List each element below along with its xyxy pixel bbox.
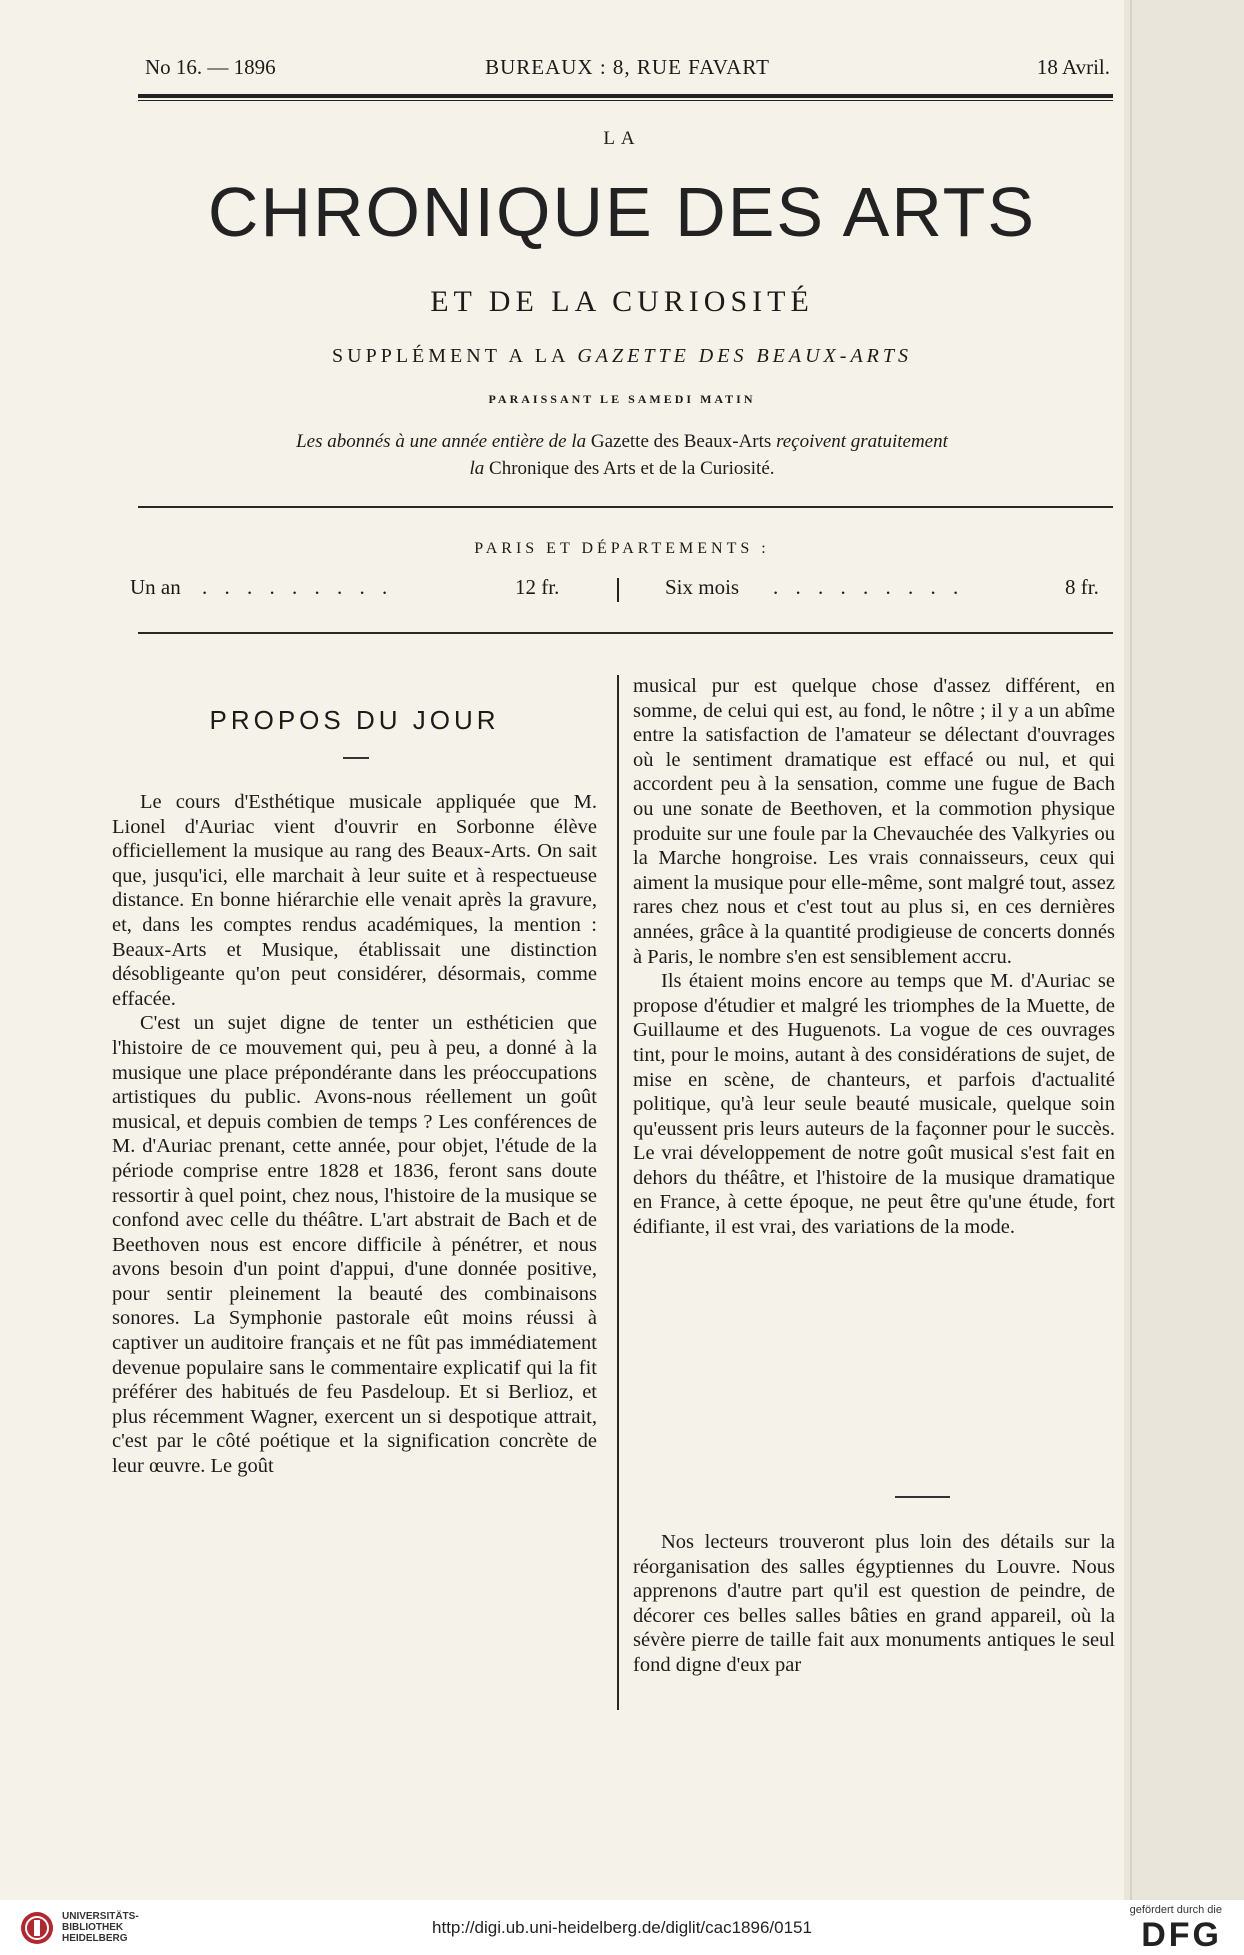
issue-date: 18 Avril. bbox=[1036, 55, 1110, 79]
right-column bbox=[633, 674, 1115, 1240]
masthead-title: CHRONIQUE DES ARTS bbox=[207, 173, 1037, 251]
annual-label: Un an bbox=[130, 575, 181, 599]
paragraph: Le cours d'Esthétique musicale appliquée que M. Lionel d'Auriac vient d'ouvrir en Sorbonne élève officiellement la musique au rang des Beaux-Arts. On sait que, jusqu'ici, elle marchait à leur suite et à respectueuse distance. En bonne hiérarchie elle venait après la gravure, et, dans les comptes rendus académiques, la mention : Beaux-Arts et Musique, établissait une distinction désobligeante qu'on peut considérer, désormais, comme effacée. bbox=[112, 791, 597, 1010]
supplement-line bbox=[0, 345, 1244, 368]
paragraph: C'est un sujet digne de tenter un esthéticien que l'histoire de ce mouvement qui, peu à peu, a donné à la musique une place prépondérante dans les préoccupations artistiques du public. Avons-nous réellement un goût musical, et depuis combien de temps ? Les conférences de M. d'Auriac prenant, cette année, pour objet, l'étude de la période comprise entre 1828 et 1836, feront sans doute ressortir à quel point, chez nous, l'histoire de la musique se confond avec celle du théâtre. L'art abstrait de Bach et de Beethoven nous est encore difficile à pénétrer, et nous avons besoin d'un point d'appui, d'une donnée positive, pour sentir pleinement la beauté des combinaisons sonores. La Symphonie pastorale eût moins réussi à captiver un auditoire français et ne fût pas immédiatement devenue populaire sans le commentaire explicatif qui la fit préférer des habitués de feu Pasdeloup. Et si Berlioz, et plus récemment Wagner, exercent un si despotique attrait, c'est par le côté poétique et la signification concrète de leur œuvre. Le goût bbox=[112, 1012, 597, 1478]
note-column bbox=[633, 1530, 1115, 1678]
six-month-price: 8 fr. bbox=[1065, 575, 1099, 599]
six-month-leader: . . . . . . . . . bbox=[773, 575, 965, 599]
university-line: UNIVERSITÄTS- bbox=[62, 1911, 139, 1922]
title-dash bbox=[343, 757, 369, 759]
dfg-logo: DFG bbox=[1141, 1916, 1222, 1954]
subscriber-note-c: reçoivent gratuitement bbox=[771, 431, 948, 452]
university-line: HEIDELBERG bbox=[62, 1933, 128, 1944]
university-line: BIBLIOTHEK bbox=[62, 1922, 124, 1933]
six-month-label: Six mois bbox=[665, 575, 740, 599]
masthead-subtitle: ET DE LA CURIOSITÉ bbox=[430, 285, 814, 318]
supplement-gazette: GAZETTE DES BEAUX-ARTS bbox=[577, 345, 912, 367]
masthead-article: LA bbox=[603, 128, 641, 149]
left-column bbox=[112, 790, 597, 1479]
subscriber-note-a: Les abonnés à une année entière de la bbox=[296, 431, 591, 452]
paragraph: musical pur est quelque chose d'assez différent, en somme, de celui qui est, au fond, le nôtre ; il y a un abîme entre la satisfaction de l'amateur se délectant d'ouvrages où le sentiment dramatique est effacé ou nul, et qui accordent peu à la sensation, comme une fugue de Bach ou une sonate de Beethoven, et la commotion physique produite sur une foule par la Chevauchée des Valkyries ou la Marche hongroise. Les vrais connaisseurs, ceux qui aiment la musique pour elle-même, sont malgré tout, assez rares chez nous et c'est tout au plus si, en ces dernières années, grâce à la quantité prodigieuse de concerts donnés à Paris, le nombre s'en est sensiblement accru. bbox=[633, 675, 1115, 968]
publication-schedule: PARAISSANT LE SAMEDI MATIN bbox=[488, 392, 756, 406]
issue-number: No 16. — 1896 bbox=[145, 55, 276, 79]
subscriber-note-d: la bbox=[469, 458, 490, 479]
annual-leader: . . . . . . . . . bbox=[202, 575, 394, 599]
header-rule-thin bbox=[138, 100, 1113, 101]
header-rule bbox=[138, 94, 1113, 98]
section-dash bbox=[895, 1496, 950, 1498]
divider-rule bbox=[138, 506, 1113, 508]
supplement-prefix: SUPPLÉMENT A LA bbox=[332, 345, 578, 367]
office-address: BUREAUX : 8, RUE FAVART bbox=[485, 55, 770, 79]
article-title: PROPOS DU JOUR bbox=[209, 705, 500, 735]
footer-bar bbox=[0, 1900, 1244, 1955]
price-separator bbox=[617, 578, 619, 602]
running-header bbox=[145, 55, 1110, 85]
note-paragraph: Nos lecteurs trouveront plus loin des détails sur la réorganisation des salles égyptiennes du Louvre. Nous apprenons d'autre part qu'il est question de peindre, de décorer ces belles salles bâties en grand appareil, où la sévère pierre de taille fait aux monuments antiques le seul fond digne d'eux par bbox=[633, 1531, 1115, 1676]
column-separator bbox=[617, 675, 619, 1710]
divider-rule-2 bbox=[138, 632, 1113, 634]
subscriber-note-e: Chronique des Arts et de la Curiosité. bbox=[489, 458, 775, 479]
source-url-link[interactable]: http://digi.ub.uni-heidelberg.de/diglit/cac1896/0151 bbox=[432, 1918, 812, 1937]
subscriber-note-b: Gazette des Beaux-Arts bbox=[590, 431, 772, 452]
paragraph: Ils étaient moins encore au temps que M. d'Auriac se propose d'étudier et malgré les triomphes de la Muette, de Guillaume et des Huguenots. La vogue de ces ouvrages tint, pour le moins, autant à des considérations de sujet, de mise en scène, de chanteurs, et parfois d'actualité politique, qu'à leur seule beauté musicale, quelque soin qu'eussent pris leurs auteurs de la façonner pour le succès. Le vrai développement de notre goût musical s'est fait en dehors du théâtre, et l'histoire de la musique dramatique en France, à cette époque, ne peut être qu'une étude, fort édifiante, il est vrai, des variations de la mode. bbox=[633, 970, 1115, 1239]
subscription-heading: PARIS ET DÉPARTEMENTS : bbox=[474, 540, 770, 557]
subscriber-note bbox=[0, 428, 1244, 482]
annual-price: 12 fr. bbox=[515, 575, 560, 599]
funding-label: gefördert durch die bbox=[1129, 1904, 1222, 1916]
